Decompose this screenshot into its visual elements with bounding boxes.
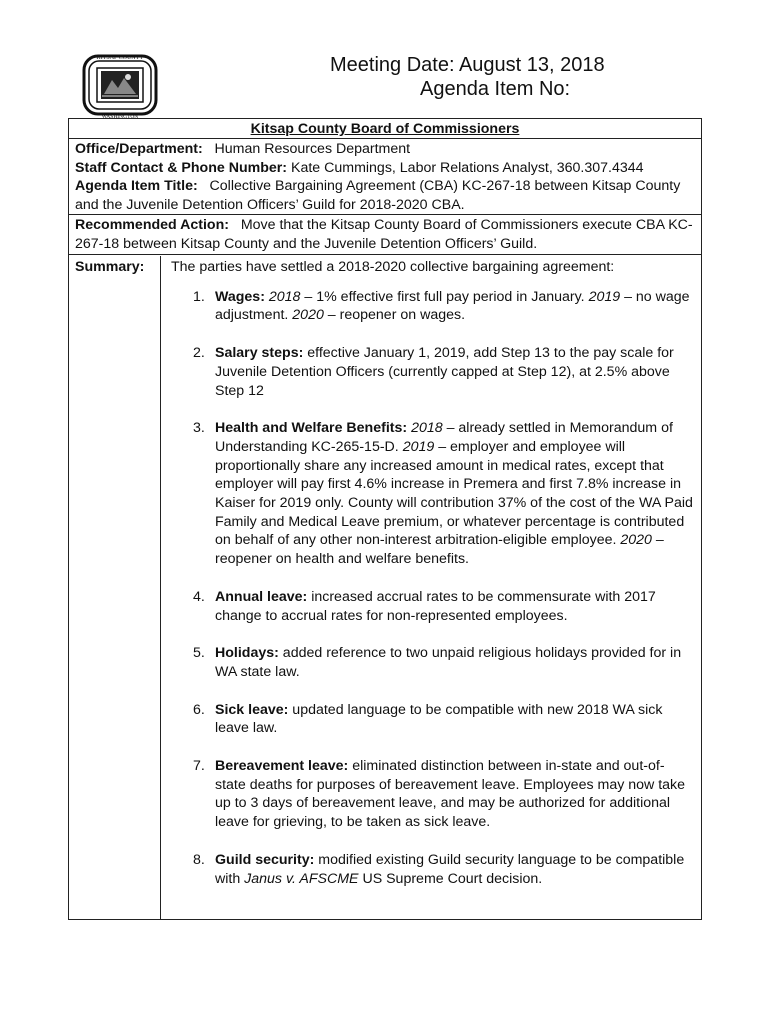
summary-item-text: – employer and employee will proportionally share any increased amount in medical rates, except that employer will pay first 4.6% increase in Premera and first 7.8% increase in Kaiser for 2019 only. County will contribution 37% of the cost of the WA Paid Family and Medical Leave premium, or whatever percentage is contributed on behalf of any other non-interest arbitration-eligible employee. bbox=[215, 438, 693, 549]
recommended-action-label: Recommended Action: bbox=[75, 217, 229, 233]
summary-item-emphasis: Janus v. AFSCME bbox=[244, 870, 359, 887]
agenda-title-line bbox=[75, 177, 695, 214]
summary-item bbox=[193, 851, 697, 888]
summary-item-number: 6. bbox=[193, 701, 205, 718]
summary-body bbox=[161, 256, 701, 919]
summary-item-text: – reopener on wages. bbox=[323, 307, 466, 324]
summary-item-text: – already settled in Memorandum of Understanding KC-265-15-D. bbox=[215, 420, 673, 455]
summary-item bbox=[193, 757, 697, 832]
summary-item-emphasis: 2019 bbox=[588, 288, 621, 305]
summary-item-number: 8. bbox=[193, 851, 205, 868]
summary-item bbox=[193, 588, 697, 625]
summary-item bbox=[193, 419, 697, 569]
summary-item bbox=[193, 288, 697, 325]
summary-item-title: Salary steps: bbox=[215, 345, 304, 362]
summary-item-text: updated language to be compatible with new 2018 WA sick leave law. bbox=[215, 701, 663, 737]
summary-item-text: modified existing Guild security language to be compatible with bbox=[215, 851, 685, 887]
summary-item-text: effective January 1, 2019, add Step 13 to the pay scale for Juvenile Detention Officers (currently capped at Step 12), at 2.5% above Step 12 bbox=[215, 345, 674, 399]
board-title: Kitsap County Board of Commissioners bbox=[69, 119, 701, 139]
summary-list bbox=[171, 288, 697, 889]
summary-item bbox=[193, 344, 697, 400]
summary-item-emphasis: 2020 bbox=[620, 532, 652, 549]
summary-item-text: US Supreme Court decision. bbox=[358, 870, 543, 887]
staff-contact-value: Kate Cummings, Labor Relations Analyst, 360.307.4344 bbox=[290, 159, 644, 176]
summary-item-title: Holidays: bbox=[215, 645, 279, 662]
kitsap-county-seal-logo bbox=[80, 50, 160, 120]
summary-intro: The parties have settled a 2018-2020 collective bargaining agreement: bbox=[171, 259, 615, 275]
summary-item-title: Wages: bbox=[215, 288, 265, 305]
summary-item bbox=[193, 644, 697, 681]
seal-top-text: KITSAP COUNTY bbox=[96, 55, 144, 61]
summary-label: Summary: bbox=[69, 256, 161, 919]
summary-item-text: eliminated distinction between in-state and out-of-state deaths for purposes of bereavement leave. Employees may now take up to 3 days of bereavement leave, and may be authorized for additional leave for grieving, to be taken as sick leave. bbox=[215, 758, 686, 831]
seal-bottom-text: WASHINGTON bbox=[101, 114, 139, 120]
summary-item-title: Guild security: bbox=[215, 851, 315, 868]
agenda-item-number: Agenda Item No: bbox=[420, 78, 571, 100]
office-line bbox=[75, 140, 695, 159]
summary-item-text: increased accrual rates to be commensurate with 2017 change to accrual rates for non-represented employees. bbox=[215, 588, 656, 624]
recommended-action-section bbox=[69, 215, 701, 255]
summary-item-number: 2. bbox=[193, 345, 205, 362]
summary-item-number: 3. bbox=[193, 420, 205, 437]
summary-item-title: Bereavement leave: bbox=[215, 758, 349, 775]
summary-item-number: 1. bbox=[193, 288, 205, 305]
agenda-title-label: Agenda Item Title: bbox=[75, 178, 198, 195]
staff-contact-line bbox=[75, 159, 695, 178]
summary-item-number: 7. bbox=[193, 758, 205, 775]
office-label: Office/Department: bbox=[75, 141, 203, 157]
agenda-title-value: Collective Bargaining Agreement (CBA) KC-267-18 between Kitsap County and the Juvenile Detention Officers’ Guild for 2018-2020 CBA. bbox=[75, 178, 681, 214]
summary-item-emphasis: 2019 bbox=[402, 438, 435, 455]
summary-item-title: Annual leave: bbox=[215, 588, 308, 605]
summary-item-text: – reopener on health and welfare benefits. bbox=[215, 532, 664, 568]
summary-item-emphasis: 2020 bbox=[292, 307, 324, 324]
summary-item-title: Sick leave: bbox=[215, 701, 289, 718]
summary-item-number: 5. bbox=[193, 645, 205, 662]
summary-item-title: Health and Welfare Benefits: bbox=[215, 420, 408, 437]
office-value: Human Resources Department bbox=[214, 141, 411, 157]
summary-item-emphasis: 2018 bbox=[411, 420, 443, 437]
summary-item-text: – no wage adjustment. bbox=[215, 288, 690, 324]
summary-item-emphasis: 2018 bbox=[268, 288, 301, 305]
agenda-table bbox=[68, 118, 702, 920]
summary-item bbox=[193, 701, 697, 738]
meeting-date: Meeting Date: August 13, 2018 bbox=[330, 54, 605, 76]
recommended-action-value: Move that the Kitsap County Board of Commissioners execute CBA KC-267-18 between Kitsap County and the Juvenile Detention Officers’ Guild. bbox=[75, 217, 693, 252]
agenda-info-section bbox=[69, 139, 701, 215]
summary-item-number: 4. bbox=[193, 588, 205, 605]
staff-contact-label: Staff Contact & Phone Number: bbox=[75, 159, 288, 176]
summary-item-text: added reference to two unpaid religious holidays provided for in WA state law. bbox=[215, 645, 682, 680]
summary-item-text: – 1% effective first full pay period in January. bbox=[300, 288, 589, 305]
